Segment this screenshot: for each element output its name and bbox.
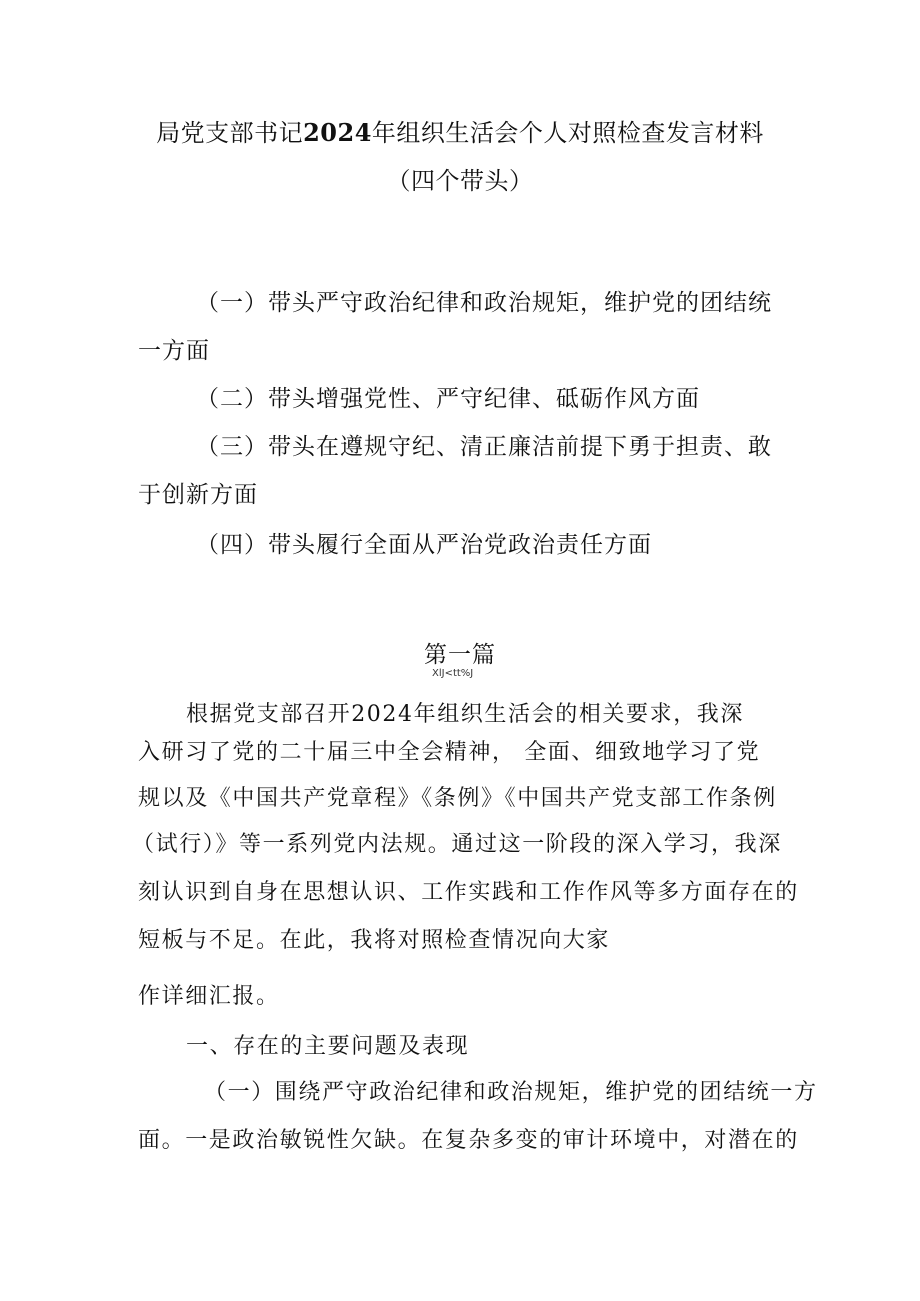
body-line-9: 面。一是政治敏锐性欠缺。在复杂多变的审计环境中，对潜在的 xyxy=(138,1128,799,1153)
body-heading-1: 一、存在的主要问题及表现 xyxy=(186,1034,470,1059)
body-line-1: 根据党支部召开2024年组织生活会的相关要求，我深 xyxy=(186,702,744,727)
body-line-2: 入研习了党的二十届三中全会精神， 全面、细致地学习了党 xyxy=(138,740,761,765)
title-part1: 局党支部书记 xyxy=(156,119,304,147)
scribble-text: XlJ<tt%J xyxy=(432,668,474,679)
body-line-7: 作详细汇报。 xyxy=(138,984,280,1009)
outline-item-3: （三）带头在遵规守纪、清正廉洁前提下勇于担责、敢 xyxy=(196,434,772,460)
body-line-5: 刻认识到自身在思想认识、工作实践和工作作风等多方面存在的 xyxy=(138,880,799,905)
body-line-8: （一）围绕严守政治纪律和政治规矩，维护党的团结统一方 xyxy=(204,1080,818,1105)
body-line-4: （试行）》等一系列党内法规。通过这一阶段的深入学习，我深 xyxy=(132,832,782,857)
outline-item-1: （一）带头严守政治纪律和政治规矩，维护党的团结统 xyxy=(196,290,772,316)
body-line-3: 规以及《中国共产党章程》《条例》《中国共产党支部工作条例 xyxy=(138,786,777,811)
title-part2: 年组织生活会个人对照检查发言材料 xyxy=(371,119,764,147)
title-year: 2024 xyxy=(303,118,372,147)
section-title: 第一篇 xyxy=(424,642,496,668)
body-line-6: 短板与不足。在此，我将对照检查情况向大家 xyxy=(138,928,611,953)
outline-item-2: （二）带头增强党性、严守纪律、砥砺作风方面 xyxy=(196,386,700,412)
document-title xyxy=(0,118,920,148)
outline-item-4: （四）带头履行全面从严治党政治责任方面 xyxy=(196,532,652,558)
document-subtitle: （四个带头） xyxy=(386,167,534,195)
outline-item-3-cont: 于创新方面 xyxy=(138,482,258,508)
outline-item-1-cont: 一方面 xyxy=(138,338,210,364)
